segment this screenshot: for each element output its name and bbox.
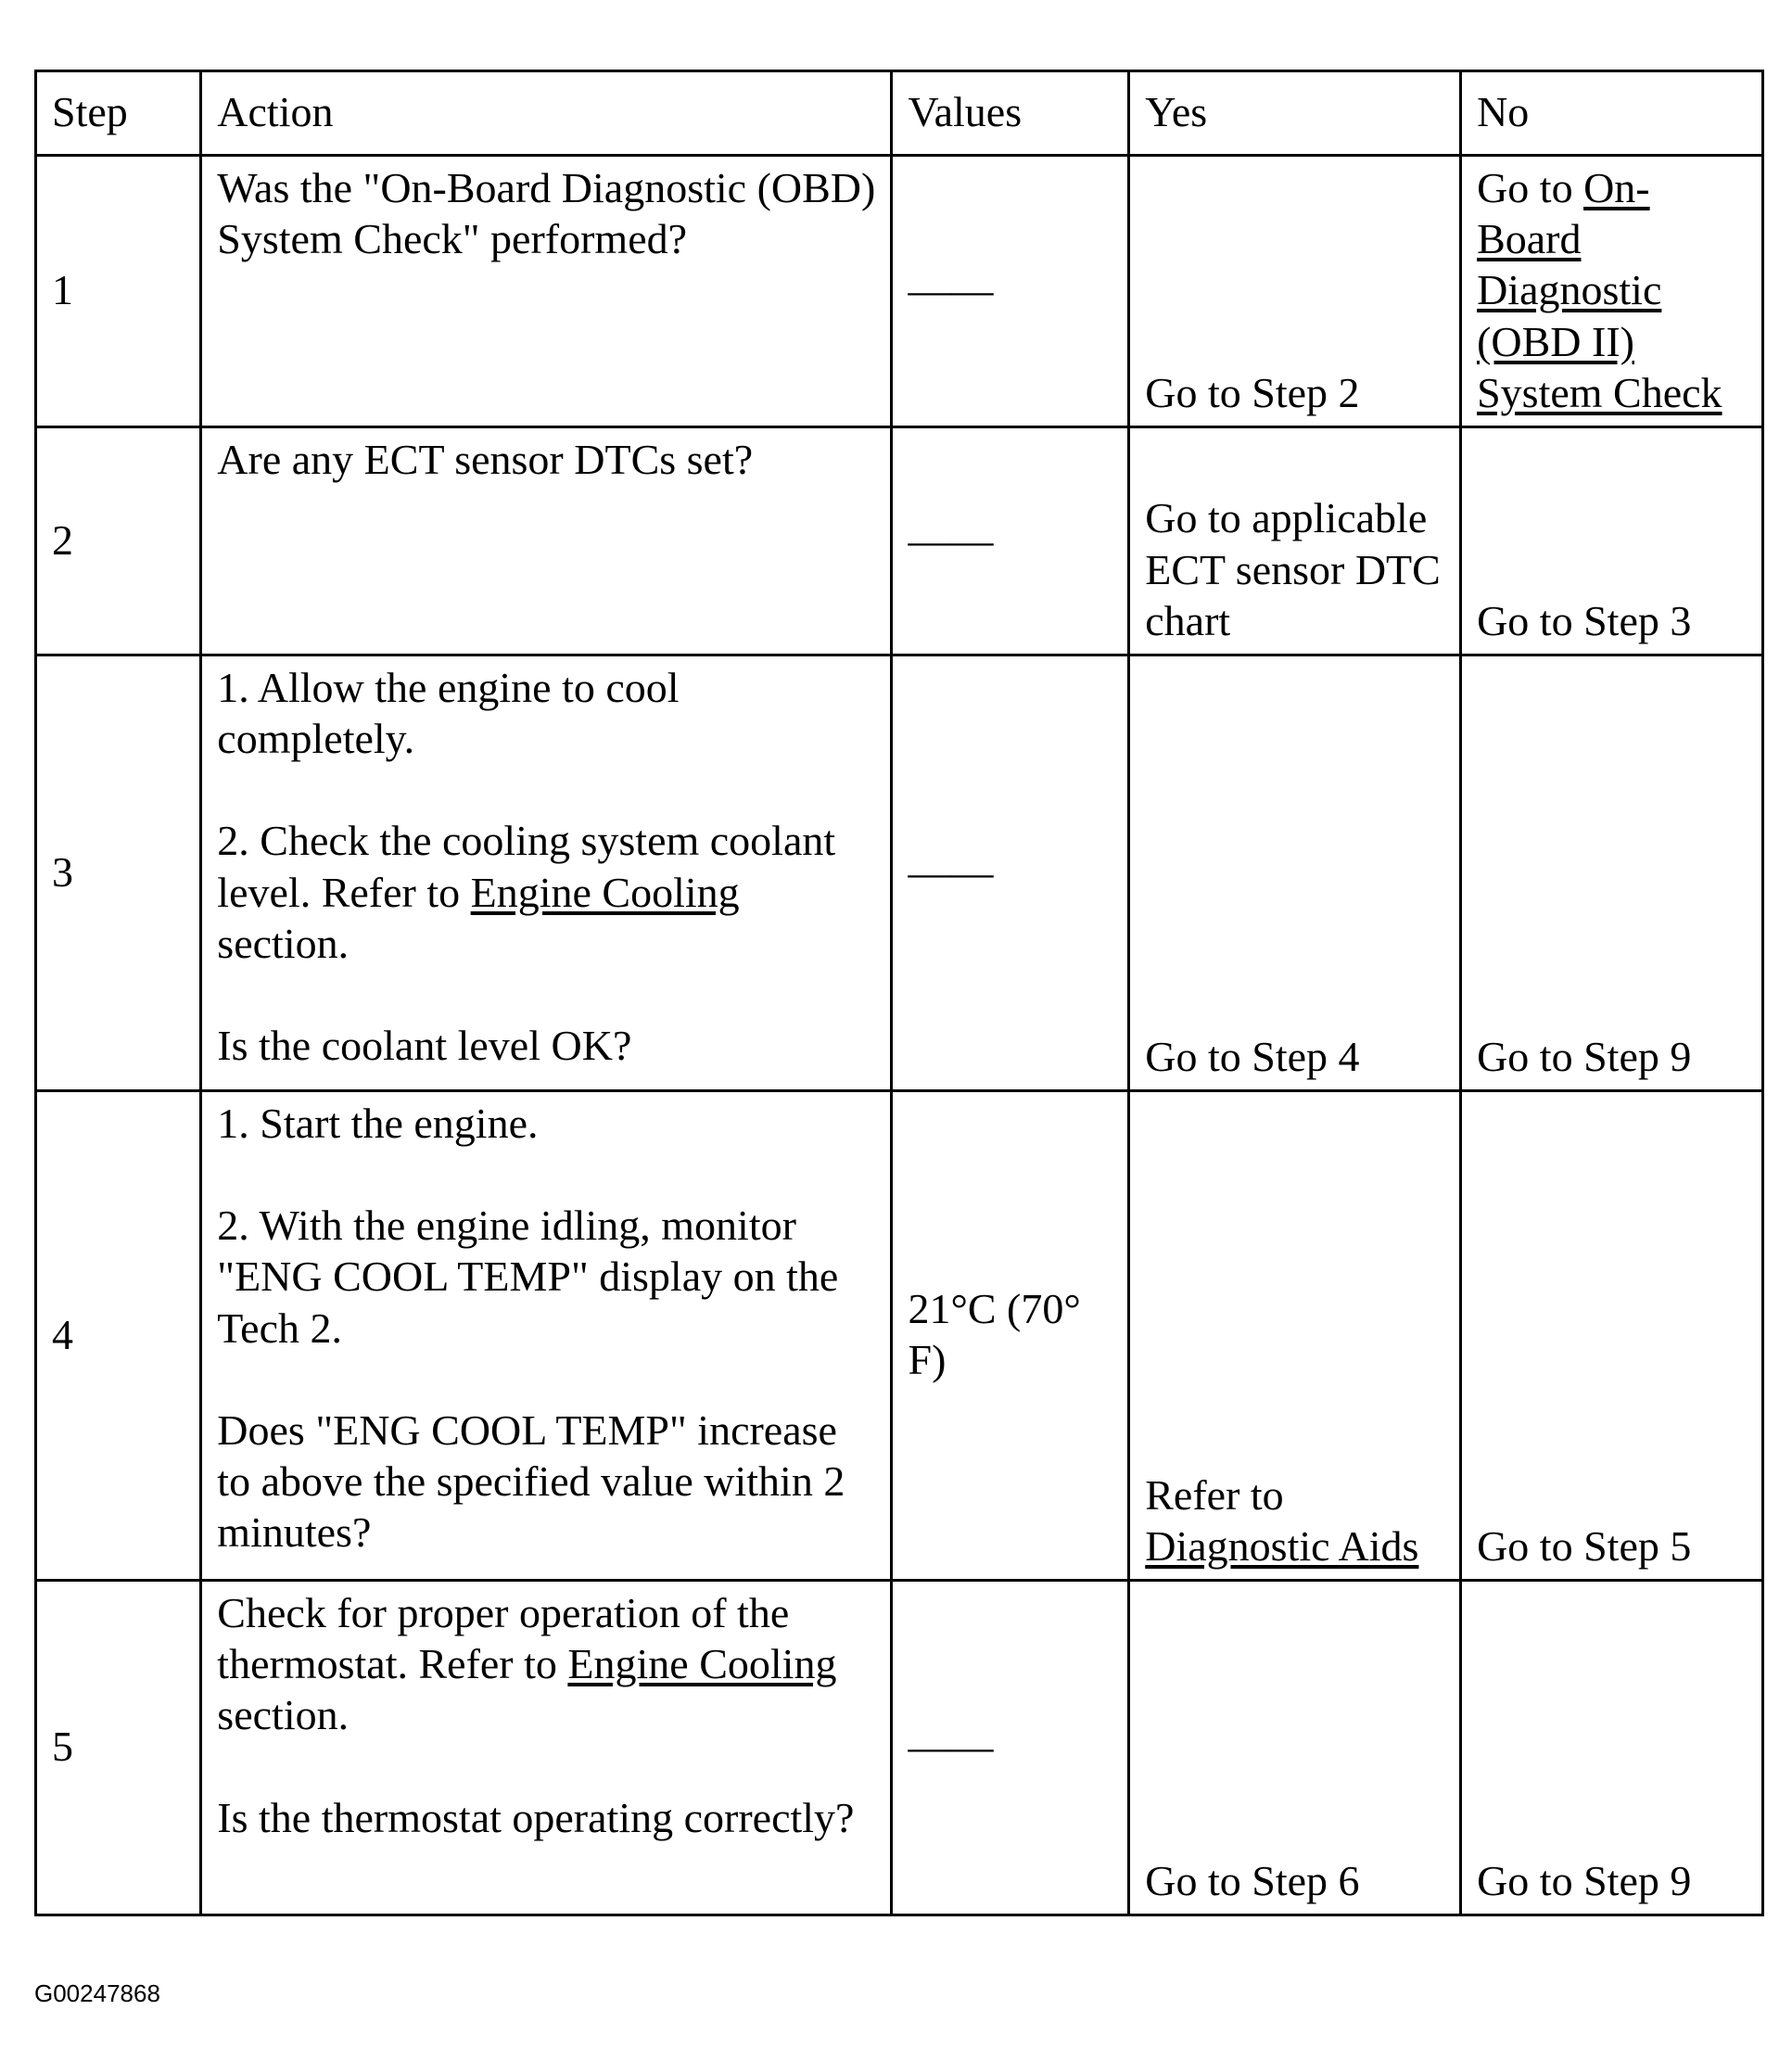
- action-cell: [201, 1090, 892, 1580]
- action-question: Does "ENG COOL TEMP" increase to above the specified value within 2 minutes?: [217, 1406, 845, 1557]
- action-text: [217, 1587, 875, 1741]
- action-text-suffix: section.: [217, 1691, 350, 1739]
- no-cell: Go to Step 3: [1461, 426, 1763, 655]
- table-row: [36, 426, 1763, 655]
- action-text: 1. Start the engine.: [217, 1099, 539, 1147]
- engine-cooling-link[interactable]: Engine Cooling: [567, 1640, 837, 1688]
- step-number: 5: [36, 1580, 201, 1915]
- action-cell: [201, 1580, 892, 1915]
- values-cell: ——: [892, 655, 1129, 1090]
- yes-prefix: Refer to: [1145, 1470, 1284, 1519]
- engine-cooling-link[interactable]: Engine Cooling: [470, 868, 740, 916]
- header-action: Action: [201, 71, 892, 156]
- action-text: 2. With the engine idling, monitor "ENG COOL TEMP" display on the Tech 2.: [217, 1202, 839, 1352]
- step-number: 2: [36, 426, 201, 655]
- action-text: Are any ECT sensor DTCs set?: [217, 435, 754, 483]
- action-text: [217, 815, 875, 969]
- header-no: No: [1461, 71, 1763, 156]
- yes-cell: [1129, 1090, 1461, 1580]
- header-row: [36, 71, 1763, 156]
- action-cell: [201, 426, 892, 655]
- yes-cell: Go to Step 4: [1129, 655, 1461, 1090]
- no-cell: Go to Step 9: [1461, 655, 1763, 1090]
- values-cell: 21°C (70° F): [892, 1090, 1129, 1580]
- values-cell: ——: [892, 426, 1129, 655]
- action-question: Is the thermostat operating correctly?: [217, 1793, 855, 1841]
- action-text-suffix: section.: [217, 919, 350, 967]
- action-text-prefix: 2. Check the cooling system coolant level. Refer to: [217, 817, 836, 916]
- no-cell: Go to Step 5: [1461, 1090, 1763, 1580]
- action-cell: [201, 655, 892, 1090]
- table-row: [36, 156, 1763, 427]
- action-question: Is the coolant level OK?: [217, 1021, 632, 1069]
- no-cell: Go to Step 9: [1461, 1580, 1763, 1915]
- no-cell: [1461, 156, 1763, 427]
- yes-cell: Go to applicable ECT sensor DTC chart: [1129, 426, 1461, 655]
- obd-system-check-link[interactable]: On-Board Diagnostic (OBD II) System Check: [1477, 164, 1722, 416]
- values-cell: ——: [892, 156, 1129, 427]
- diagnostic-table: [34, 70, 1764, 1916]
- figure-id: G00247868: [34, 1979, 160, 2007]
- step-number: 1: [36, 156, 201, 427]
- header-values: Values: [892, 71, 1129, 156]
- table-row: [36, 1090, 1763, 1580]
- yes-cell: Go to Step 6: [1129, 1580, 1461, 1915]
- step-number: 3: [36, 655, 201, 1090]
- action-text: Was the "On-Board Diagnostic (OBD) System Check" performed?: [217, 164, 876, 263]
- header-yes: Yes: [1129, 71, 1461, 156]
- action-text-prefix: Check for proper operation of the thermostat. Refer to: [217, 1588, 790, 1688]
- no-prefix: Go to: [1477, 164, 1584, 211]
- yes-cell: Go to Step 2: [1129, 156, 1461, 427]
- action-cell: [201, 156, 892, 427]
- table-row: [36, 655, 1763, 1090]
- values-cell: ——: [892, 1580, 1129, 1915]
- header-step: Step: [36, 71, 201, 156]
- table-row: [36, 1580, 1763, 1915]
- step-number: 4: [36, 1090, 201, 1580]
- action-text: 1. Allow the engine to cool completely.: [217, 663, 680, 763]
- diagnostic-aids-link[interactable]: Diagnostic Aids: [1145, 1521, 1419, 1570]
